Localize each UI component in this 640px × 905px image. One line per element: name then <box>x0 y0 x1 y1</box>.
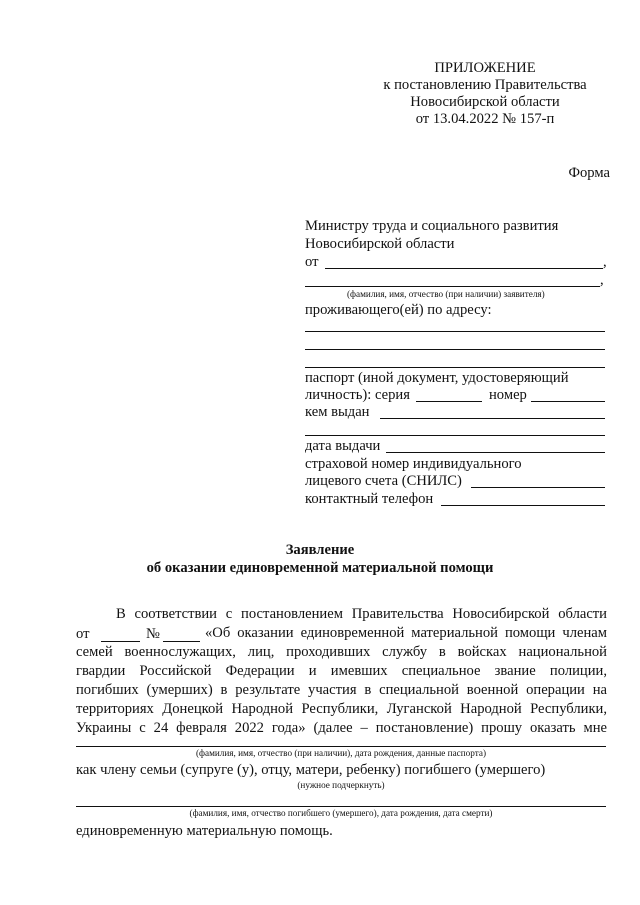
appendix-line-1: к постановлению Правительства <box>383 77 587 93</box>
applicant-name-field-2[interactable] <box>305 286 600 287</box>
statement-subtitle: об оказании единовременной материальной помощи <box>146 560 494 576</box>
passport-label-2: личность): серия <box>305 387 410 403</box>
addressee-line-1: Министру труда и социального развития <box>305 218 559 234</box>
body-line-4: гвардии Российской Федерации и имевших специальное звание полиции, <box>76 663 607 679</box>
passport-label-1: паспорт (иной документ, удостоверяющий <box>305 370 569 386</box>
statement-title: Заявление <box>285 542 355 558</box>
from-label: от <box>305 254 319 270</box>
resolution-date-field[interactable] <box>101 641 140 642</box>
applicant-name-caption: (фамилия, имя, отчество (при наличии) заявителя) <box>347 289 545 299</box>
comma-1: , <box>603 254 607 270</box>
address-field-3[interactable] <box>305 367 605 368</box>
address-field-2[interactable] <box>305 349 605 350</box>
deceased-details-caption: (фамилия, имя, отчество погибшего (умершего), дата рождения, дата смерти) <box>189 808 493 818</box>
passport-number-label: номер <box>489 387 527 403</box>
closing-line: единовременную материальную помощь. <box>76 823 333 839</box>
issue-date-label: дата выдачи <box>305 438 381 454</box>
applicant-details-caption: (фамилия, имя, отчество (при наличии), дата рождения, данные паспорта) <box>195 748 487 758</box>
passport-series-field[interactable] <box>416 401 482 402</box>
resolution-number-field[interactable] <box>163 641 200 642</box>
issue-date-field[interactable] <box>386 452 605 453</box>
deceased-details-field[interactable] <box>76 806 606 807</box>
snils-label-2: лицевого счета (СНИЛС) <box>305 473 462 489</box>
family-relation-caption: (нужное подчеркнуть) <box>297 780 385 790</box>
residing-label: проживающего(ей) по адресу: <box>305 302 492 318</box>
body-line-7: Украины с 24 февраля 2022 года» (далее – постановление) прошу оказать мне <box>76 720 607 736</box>
phone-field[interactable] <box>441 505 605 506</box>
phone-label: контактный телефон <box>305 491 434 507</box>
applicant-name-field-1[interactable] <box>325 268 603 269</box>
applicant-details-field[interactable] <box>76 746 606 747</box>
body-line-5: погибших (умерших) в результате участия в специальной военной операции на <box>76 682 607 698</box>
body-line-3: семей военнослужащих, лиц, проходивших службу в войсках национальной <box>76 644 607 660</box>
addressee-line-2: Новосибирской области <box>305 236 455 252</box>
snils-label-1: страховой номер индивидуального <box>305 456 522 472</box>
body-line-1: В соответствии с постановлением Правительства Новосибирской области <box>116 606 607 622</box>
appendix-line-3: от 13.04.2022 № 157-п <box>415 111 555 127</box>
form-label: Форма <box>568 165 610 181</box>
appendix-line-2: Новосибирской области <box>410 94 560 110</box>
body-line-6: территориях Донецкой Народной Республики, Луганской Народной Республики, <box>76 701 607 717</box>
body-line-2-from: от <box>76 626 90 642</box>
appendix-title: ПРИЛОЖЕНИЕ <box>434 60 536 76</box>
body-line-2-rest: «Об оказании единовременной материальной помощи членам <box>205 625 607 641</box>
passport-number-field[interactable] <box>531 401 605 402</box>
issued-by-field-1[interactable] <box>380 418 605 419</box>
body-line-2-number: № <box>146 626 160 642</box>
comma-2: , <box>600 272 604 288</box>
issued-by-field-2[interactable] <box>305 435 605 436</box>
appendix-header <box>360 60 610 128</box>
snils-field[interactable] <box>471 487 605 488</box>
issued-by-label: кем выдан <box>305 404 370 420</box>
address-field-1[interactable] <box>305 331 605 332</box>
family-relation-line: как члену семьи (супруге (у), отцу, матери, ребенку) погибшего (умершего) <box>76 762 546 778</box>
